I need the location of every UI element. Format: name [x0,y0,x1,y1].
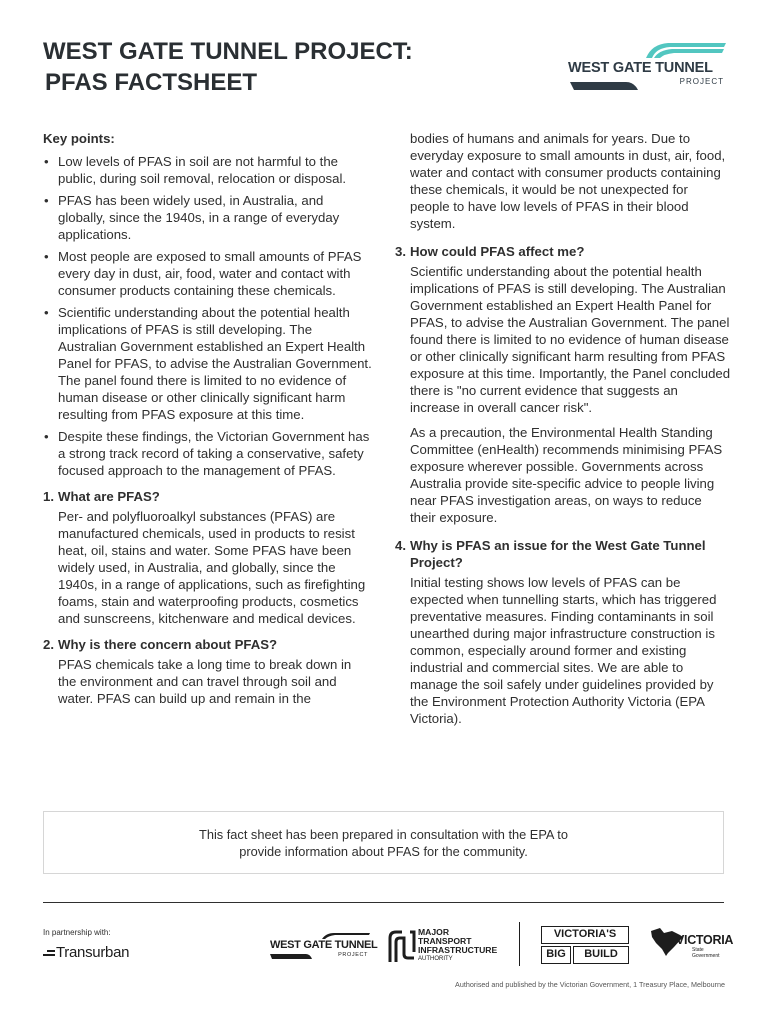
section-heading-2 [43,636,373,653]
section-paragraph: Per- and polyfluoroalkyl substances (PFAS) are manufactured chemicals, used in products to resist heat, oil, stains and water. Some PFAS have been widely used, in Australia, and globally, since the 1940s, in a range of applications, such as firefighting foams, stain and waterproofing products, cosmetics and sunscreens, kitchenware and medical devices. [58,509,366,626]
title-line-2: PFAS FACTSHEET [45,69,258,96]
mtia-line: TRANSPORT [418,936,472,946]
section-number: 3. [395,244,406,259]
state-government-text [692,948,720,959]
authorised-statement: Authorised and published by the Victorian Government, 1 Treasury Place, Melbourne [455,980,725,989]
section-heading-1 [43,488,373,505]
list-item: • Despite these findings, the Victorian Government has a strong track record of taking a conservative, safety focused approach to the management of PFAS. [43,428,373,479]
mtia-logo [388,928,508,964]
west-gate-tunnel-logo [568,40,728,96]
consultation-note-box [43,811,724,874]
transurban-logo [43,944,129,961]
victoria-state-government-logo [650,925,734,965]
section-number: 1. [43,489,54,504]
mtia-authority: AUTHORITY [418,956,453,962]
section-heading-text: Why is there concern about PFAS? [58,637,278,652]
mtia-text [418,928,497,964]
government-line: Government [692,952,720,959]
section-paragraph: As a precaution, the Environmental Health Standing Committee (enHealth) recommends minimising PFAS exposure wherever possible. Governments across Australia provide site-specific advice to people living near PFAS investigation areas, on ways to reduce their exposure. [410,425,723,525]
title-line-1: WEST GATE TUNNEL PROJECT: [43,38,413,65]
section-heading-text: Why is PFAS an issue for the West Gate Tunnel Project? [410,538,706,570]
section-heading-4 [395,537,731,571]
key-points-list [43,153,373,479]
footer-divider [43,902,724,903]
page-title [43,36,503,98]
footer-logo-subtext: PROJECT [338,952,368,958]
victoria-text: VICTORIA [676,933,734,947]
section-heading-text: How could PFAS affect me? [410,244,585,259]
partnership-label: In partnership with: [43,928,111,937]
mtia-line: INFRASTRUCTURE [418,945,498,955]
mtia-mark-icon [388,930,416,964]
key-points-title: Key points: [43,131,115,146]
section-paragraph: Scientific understanding about the potential health implications of PFAS is still developing. The Australian Government established an Expert Health Panel for PFAS, to advise the Australian Government. The panel found there is limited to no evidence of human disease or other clinically significant harm resulting from PFAS exposure at this time. Importantly, the Panel concluded there is "no current evidence that suggests an increase in overall cancer risk". [410,264,731,415]
section-heading-text: What are PFAS? [58,489,160,504]
transurban-mark-icon [43,948,55,958]
right-column [395,130,731,727]
list-item: • Scientific understanding about the potential health implications of PFAS is still developing. The Australian Government established an Expert Health Panel for PFAS, to advise the Australian Government. The panel found there is limited to no evidence of human disease or other clinically significant harm resulting from PFAS exposure at this time. [43,304,373,423]
vbb-big: BIG [541,946,571,964]
logo-text: WEST GATE TUNNEL [568,60,713,76]
logo-subtext: PROJECT [679,77,724,86]
footer-separator [519,922,520,966]
west-gate-tunnel-footer-logo [270,933,378,961]
transurban-text: Transurban [56,944,130,961]
vbb-build: BUILD [573,946,629,964]
section-paragraph: Initial testing shows low levels of PFAS can be expected when tunnelling starts, which has triggered preventative measures. Finding contaminants in soil unearthed during major infrastructure construction is common, especially around former and existing industrial and commercial sites. We are able to manage the soil safely under guidelines provided by the Environment Protection Authority Victoria (EPA Victoria). [410,575,717,726]
list-item: • PFAS has been widely used, in Australia, and globally, since the 1940s, in a range of everyday applications. [43,192,373,243]
section-number: 4. [395,538,406,553]
section-paragraph: bodies of humans and animals for years. Due to everyday exposure to small amounts in dust, air, food, water and contact with consumer products containing these chemicals, it would be not unexpected for people to have low levels of PFAS in their blood system. [410,131,726,231]
left-column [43,130,373,707]
vbb-line-1: VICTORIA'S [541,926,629,944]
mtia-line: MAJOR [418,927,450,937]
list-item: • Most people are exposed to small amounts of PFAS every day in dust, air, food, water and contact with consumer products containing these chemicals. [43,248,373,299]
consultation-note: This fact sheet has been prepared in consultation with the EPA to provide information about PFAS for the community. [199,826,568,859]
section-paragraph: PFAS chemicals take a long time to break down in the environment and can travel through soil and water. PFAS can build up and remain in the [58,657,352,706]
victorias-big-build-logo [541,926,629,964]
footer-logo-text: WEST GATE TUNNEL [270,939,378,951]
state-line: State [692,947,704,953]
section-heading-3 [395,243,731,260]
section-number: 2. [43,637,54,652]
list-item: • Low levels of PFAS in soil are not harmful to the public, during soil removal, relocation or disposal. [43,153,373,187]
